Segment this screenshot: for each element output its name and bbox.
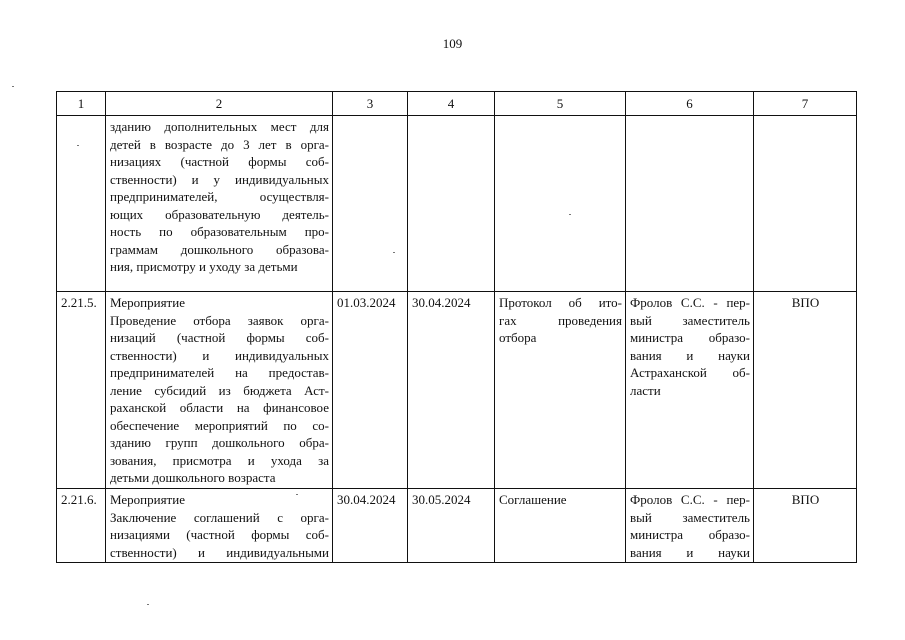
cell-text-line: Мероприятие <box>110 295 185 310</box>
scan-speck <box>393 252 395 253</box>
cell-text-line: ление субсидий из бюджета Аст- <box>110 382 329 398</box>
cell-description <box>106 292 333 489</box>
cell-text-line: раханской области на финансовое <box>110 400 329 415</box>
cell-text-line: Протокол об ито- <box>499 295 622 310</box>
activities-table <box>56 91 857 563</box>
cell-text-line: ющих образовательную деятель- <box>110 206 329 222</box>
cell-text-line: ласти <box>630 382 661 398</box>
cell-number: 2.21.6. <box>57 489 106 563</box>
cell-text-line: зданию дополнительных мест для <box>110 119 329 134</box>
cell-source: ВПО <box>754 489 857 563</box>
cell-start-date <box>333 116 408 292</box>
cell-text-line: граммам дошкольного образова- <box>110 241 329 257</box>
scan-speck <box>147 604 149 605</box>
cell-text-line: вания и науки <box>630 347 750 363</box>
cell-text-line: вый заместитель <box>630 312 750 328</box>
cell-end-date: 30.05.2024 <box>408 489 495 563</box>
cell-text-line: ственности) и у индивидуальных <box>110 171 329 187</box>
table-row <box>57 116 857 292</box>
cell-source: ВПО <box>754 292 857 489</box>
table-row <box>57 292 857 489</box>
cell-text-line: предпринимателей, осуществля- <box>110 189 329 204</box>
header-row <box>57 92 857 116</box>
header-cell: 6 <box>626 92 754 116</box>
cell-responsible <box>626 116 754 292</box>
cell-text-line: Астраханской об- <box>630 365 750 380</box>
table-row <box>57 489 857 563</box>
cell-description <box>106 116 333 292</box>
header-cell: 3 <box>333 92 408 116</box>
cell-text-line: обеспечение мероприятий по со- <box>110 417 329 433</box>
cell-text-line: низаций (частной формы соб- <box>110 330 329 345</box>
cell-text-line: вания и науки <box>630 544 750 560</box>
cell-text-line: ственности) и индивидуальных <box>110 347 329 363</box>
cell-source <box>754 116 857 292</box>
cell-text-line: зования, присмотра и ухода за <box>110 452 329 468</box>
table-body <box>57 92 857 563</box>
cell-text-line: министра образо- <box>630 527 750 542</box>
header-cell: 1 <box>57 92 106 116</box>
scan-speck <box>77 145 79 146</box>
cell-text-line: министра образо- <box>630 330 750 345</box>
cell-text-line: вый заместитель <box>630 509 750 525</box>
header-cell: 2 <box>106 92 333 116</box>
cell-text-line: Мероприятие <box>110 492 185 507</box>
scan-speck <box>569 214 571 215</box>
cell-responsible <box>626 292 754 489</box>
header-cell: 7 <box>754 92 857 116</box>
cell-text-line: Фролов С.С. - пер- <box>630 492 750 507</box>
cell-text-line: ния, присмотру и уходу за детьми <box>110 259 298 274</box>
cell-text-line: детей в возрасте до 3 лет в орга- <box>110 136 329 152</box>
cell-result <box>495 116 626 292</box>
scan-speck <box>296 494 298 495</box>
cell-responsible <box>626 489 754 563</box>
cell-text-line: низациях (частной формы соб- <box>110 154 329 169</box>
cell-number <box>57 116 106 292</box>
cell-text-line: Проведение отбора заявок орга- <box>110 312 329 328</box>
header-cell: 4 <box>408 92 495 116</box>
header-cell: 5 <box>495 92 626 116</box>
cell-text-line: Заключение соглашений с орга- <box>110 509 329 525</box>
cell-text-line: ность по образовательным про- <box>110 224 329 239</box>
cell-start-date: 01.03.2024 <box>333 292 408 489</box>
cell-text-line: отбора <box>499 330 537 345</box>
cell-result <box>495 292 626 489</box>
cell-number: 2.21.5. <box>57 292 106 489</box>
cell-text-line: ственности) и индивидуальными <box>110 544 329 560</box>
cell-text-line: низациями (частной формы соб- <box>110 527 329 542</box>
cell-text-line: зданию групп дошкольного обра- <box>110 435 329 450</box>
cell-text-line: гах проведения <box>499 312 622 328</box>
cell-text-line: предпринимателей на предостав- <box>110 365 329 380</box>
cell-start-date: 30.04.2024 <box>333 489 408 563</box>
cell-result <box>495 489 626 563</box>
cell-text-line: детьми дошкольного возраста <box>110 470 276 485</box>
page-number: 109 <box>442 36 463 51</box>
cell-text-line: Фролов С.С. - пер- <box>630 295 750 310</box>
cell-description <box>106 489 333 563</box>
cell-end-date <box>408 116 495 292</box>
cell-end-date: 30.04.2024 <box>408 292 495 489</box>
scan-speck <box>12 86 14 87</box>
cell-text-line: Соглашение <box>499 492 567 507</box>
